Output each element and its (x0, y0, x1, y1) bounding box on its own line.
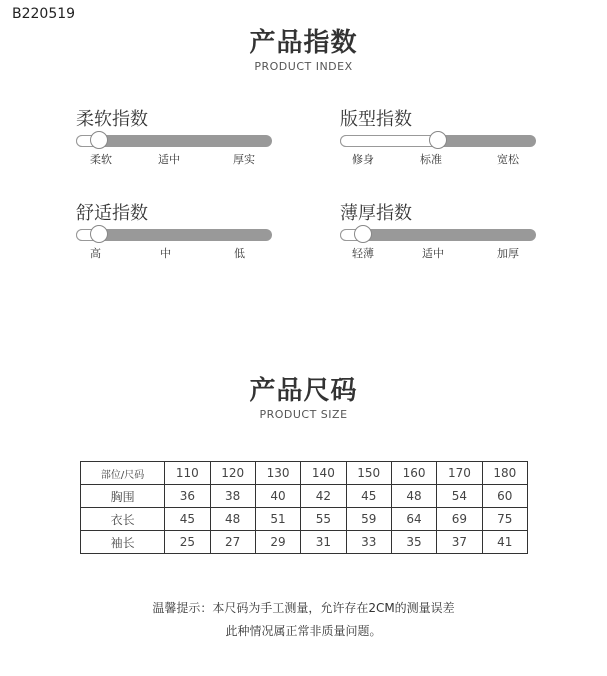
index-section-title: 产品指数 (249, 28, 358, 58)
table-cell: 31 (301, 531, 346, 554)
index-tick: 轻薄 (352, 247, 374, 260)
index-knob (90, 225, 108, 243)
index-track (340, 135, 536, 147)
table-cell: 42 (301, 485, 346, 508)
product-code: B220519 (12, 6, 76, 22)
index-knob (429, 131, 447, 149)
table-cell: 38 (210, 485, 255, 508)
tip-line-1: 温馨提示：本尺码为手工测量，允许存在2CM的测量误差 (152, 601, 455, 615)
size-table (80, 461, 528, 554)
index-softness (76, 105, 272, 167)
table-header-cell: 110 (165, 462, 210, 485)
index-tick: 宽松 (497, 153, 519, 166)
index-tick: 高 (90, 247, 101, 260)
table-row (81, 485, 528, 508)
index-tick: 中 (160, 247, 171, 260)
index-tick: 低 (234, 247, 245, 260)
table-cell: 48 (210, 508, 255, 531)
table-row-label: 胸围 (81, 485, 165, 508)
size-section-title: 产品尺码 (249, 376, 358, 406)
table-cell: 25 (165, 531, 210, 554)
table-header-cell: 130 (255, 462, 300, 485)
index-comfort (76, 199, 272, 261)
index-tick: 加厚 (497, 247, 519, 260)
index-tick: 柔软 (90, 153, 112, 166)
table-row (81, 508, 528, 531)
index-track (340, 229, 536, 241)
index-label: 柔软指数 (76, 109, 148, 130)
table-row (81, 531, 528, 554)
table-cell: 59 (346, 508, 391, 531)
table-header-cell: 140 (301, 462, 346, 485)
table-cell: 33 (346, 531, 391, 554)
index-tick: 适中 (158, 153, 180, 166)
table-cell: 45 (165, 508, 210, 531)
table-cell: 36 (165, 485, 210, 508)
index-label: 薄厚指数 (340, 203, 412, 224)
tip-line-2: 此种情况属正常非质量问题。 (225, 624, 382, 638)
table-cell: 40 (255, 485, 300, 508)
table-row-label: 衣长 (81, 508, 165, 531)
size-section-subtitle: PRODUCT SIZE (259, 408, 348, 421)
table-cell: 29 (255, 531, 300, 554)
index-fit (340, 105, 536, 167)
index-tick: 修身 (352, 153, 374, 166)
table-row-label: 袖长 (81, 531, 165, 554)
index-label: 版型指数 (340, 109, 412, 130)
table-header-cell: 120 (210, 462, 255, 485)
table-cell: 64 (391, 508, 436, 531)
index-track (76, 135, 272, 147)
table-cell: 54 (437, 485, 482, 508)
table-cell: 75 (482, 508, 527, 531)
table-cell: 41 (482, 531, 527, 554)
table-header-cell: 170 (437, 462, 482, 485)
index-knob (354, 225, 372, 243)
table-cell: 37 (437, 531, 482, 554)
table-corner-cell: 部位/尺码 (81, 462, 165, 485)
index-tick: 适中 (422, 247, 444, 260)
table-cell: 35 (391, 531, 436, 554)
table-header-cell: 150 (346, 462, 391, 485)
table-header-cell: 160 (391, 462, 436, 485)
index-track (76, 229, 272, 241)
index-knob (90, 131, 108, 149)
index-section-subtitle: PRODUCT INDEX (254, 60, 353, 73)
table-cell: 45 (346, 485, 391, 508)
index-tick: 标准 (420, 153, 442, 166)
table-header-row (81, 462, 528, 485)
table-header-cell: 180 (482, 462, 527, 485)
index-tick: 厚实 (233, 153, 255, 166)
table-cell: 69 (437, 508, 482, 531)
table-cell: 60 (482, 485, 527, 508)
table-cell: 51 (255, 508, 300, 531)
table-cell: 55 (301, 508, 346, 531)
index-label: 舒适指数 (76, 203, 148, 224)
table-cell: 48 (391, 485, 436, 508)
index-thickness (340, 199, 536, 261)
table-cell: 27 (210, 531, 255, 554)
